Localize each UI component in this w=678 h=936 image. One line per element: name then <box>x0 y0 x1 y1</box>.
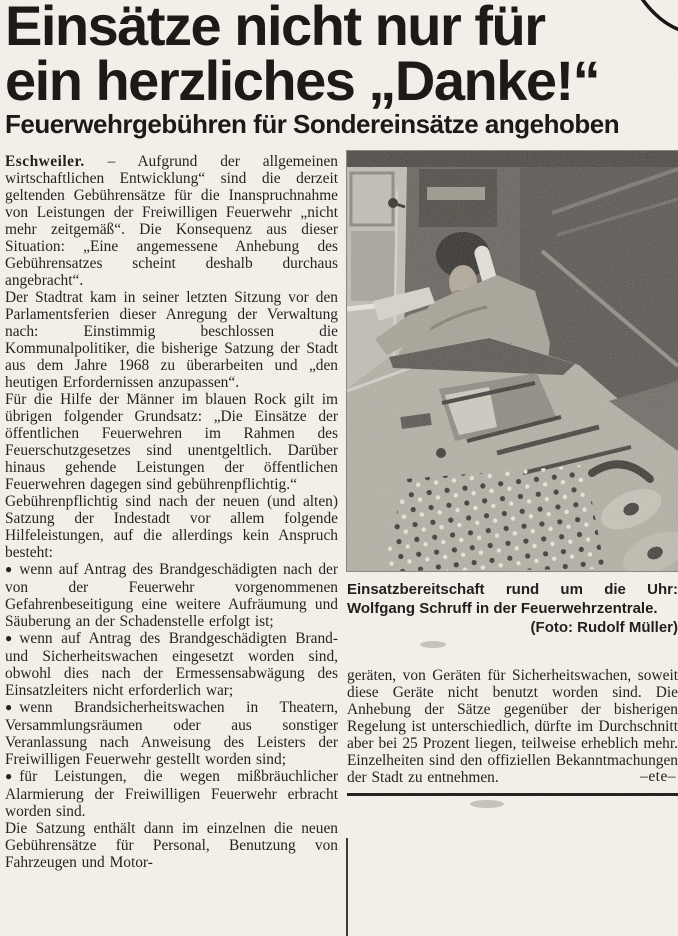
lead-text: – Aufgrund der allgemeinen wirtschaftlichen Entwicklung“ sind die derzeit geltenden Gebührensätze für die Inanspruchnahme von Leistungen der Freiwilligen Feuerwehr „nicht mehr zeitgemäß“. Die Konsequenz aus dieser Situation: „Eine angemessene Anhebung des Gebührensatzes scheint deshalb durchaus angebracht“. <box>5 153 338 289</box>
bullet-item <box>5 630 338 699</box>
photo-caption: Einsatzbereitschaft rund um die Uhr: Wolfgang Schruff in der Feuerwehrzentrale. <box>347 581 678 617</box>
headline-line-2: ein herzliches „Danke!“ <box>5 49 600 112</box>
article-subhead: Feuerwehrgebühren für Sondereinsätze angehoben <box>5 109 620 139</box>
photo-feuerwehrzentrale <box>347 151 678 571</box>
bullet-item <box>5 699 338 768</box>
article-column-right <box>347 151 678 804</box>
bullet-icon: ● <box>5 562 13 576</box>
bullet-text: wenn Brandsicherheitswachen in Theatern, Versammlungsräumen oder aus sonstiger Veranlassung nach Anweisung des Leisters der Freiwilligen Feuerwehr gestellt worden sind; <box>5 699 338 768</box>
continuation-paragraph: geräten, von Geräten für Sicherheitswachen, soweit diese Geräte nicht benutzt worden sind. Die Anhebung der Sätze gegenüber der bisherigen Regelung ist unterschiedlich, dürfte im Durchschnitt aber bei 25 Prozent liegen, teilweise erheblich mehr. Einzelheiten sind den offiziellen Bekanntmachungen der Stadt zu entnehmen. <box>347 667 678 786</box>
paragraph: Der Stadtrat kam in seiner letzten Sitzung vor den Parlamentsferien dieser Anregung der Verwaltung nach: Einstimmig beschlossen die Kommunalpolitiker, die bisherige Satzung der Stadt aus dem Jahre 1968 zu überarbeiten und „den heutigen Erfordernissen anzupassen“. <box>5 289 338 391</box>
bullet-icon: ● <box>5 769 13 783</box>
author-initials: –ete– <box>640 768 676 785</box>
bullet-icon: ● <box>5 700 13 714</box>
paragraph: Die Satzung enthält dann im einzelnen die neuen Gebührensätze für Personal, Benutzung von Fahrzeugen und Motor- <box>5 820 338 871</box>
article-headline <box>5 0 665 112</box>
column-end-rule <box>347 793 678 796</box>
bullet-text: wenn auf Antrag des Brandgeschädigten nach der von der Feuerwehr vorgenommenen Gefahrenbeseitigung eine weitere Aufräumung und Säuberung an der Schadenstelle erfolgt ist; <box>5 561 338 630</box>
paragraph: Für die Hilfe der Männer im blauen Rock gilt im übrigen folgender Grundsatz: „Die Einsätze der öffentlichen Feuerwehren im Rahmen des Feuerschutzgesetzes sind unentgeltlich. Darüber hinaus gehende Leistungen der öffentlichen Feuerwehren dagegen sind gebührenpflichtig.“ <box>5 391 338 493</box>
bullet-item <box>5 561 338 630</box>
lead-paragraph <box>5 153 338 289</box>
headline-line-1: Einsätze nicht nur für <box>5 0 545 57</box>
dateline: Eschweiler. <box>5 153 85 170</box>
photo-credit: (Foto: Rudolf Müller) <box>530 619 678 636</box>
article-column-left <box>5 153 338 936</box>
continuation-wrap <box>347 667 678 786</box>
paragraph: Gebührenpflichtig sind nach der neuen (und alten) Satzung der Indestadt vor allem folgende Hilfeleistungen, auf die allerdings kein Anspruch besteht: <box>5 493 338 561</box>
bullet-text: für Leistungen, die wegen mißbräuchlicher Alarmierung der Freiwilligen Feuerwehr erbracht worden sind. <box>5 768 338 820</box>
column-divider-line <box>346 838 348 936</box>
bullet-icon: ● <box>5 631 13 645</box>
bullet-text: wenn auf Antrag des Brandgeschädigten Brand- und Sicherheitswachen eingesetzt worden sind, obwohl dies nach der Ermessensabwägung des Einsatzleiters nicht erforderlich war; <box>5 630 338 699</box>
bullet-item <box>5 768 338 820</box>
